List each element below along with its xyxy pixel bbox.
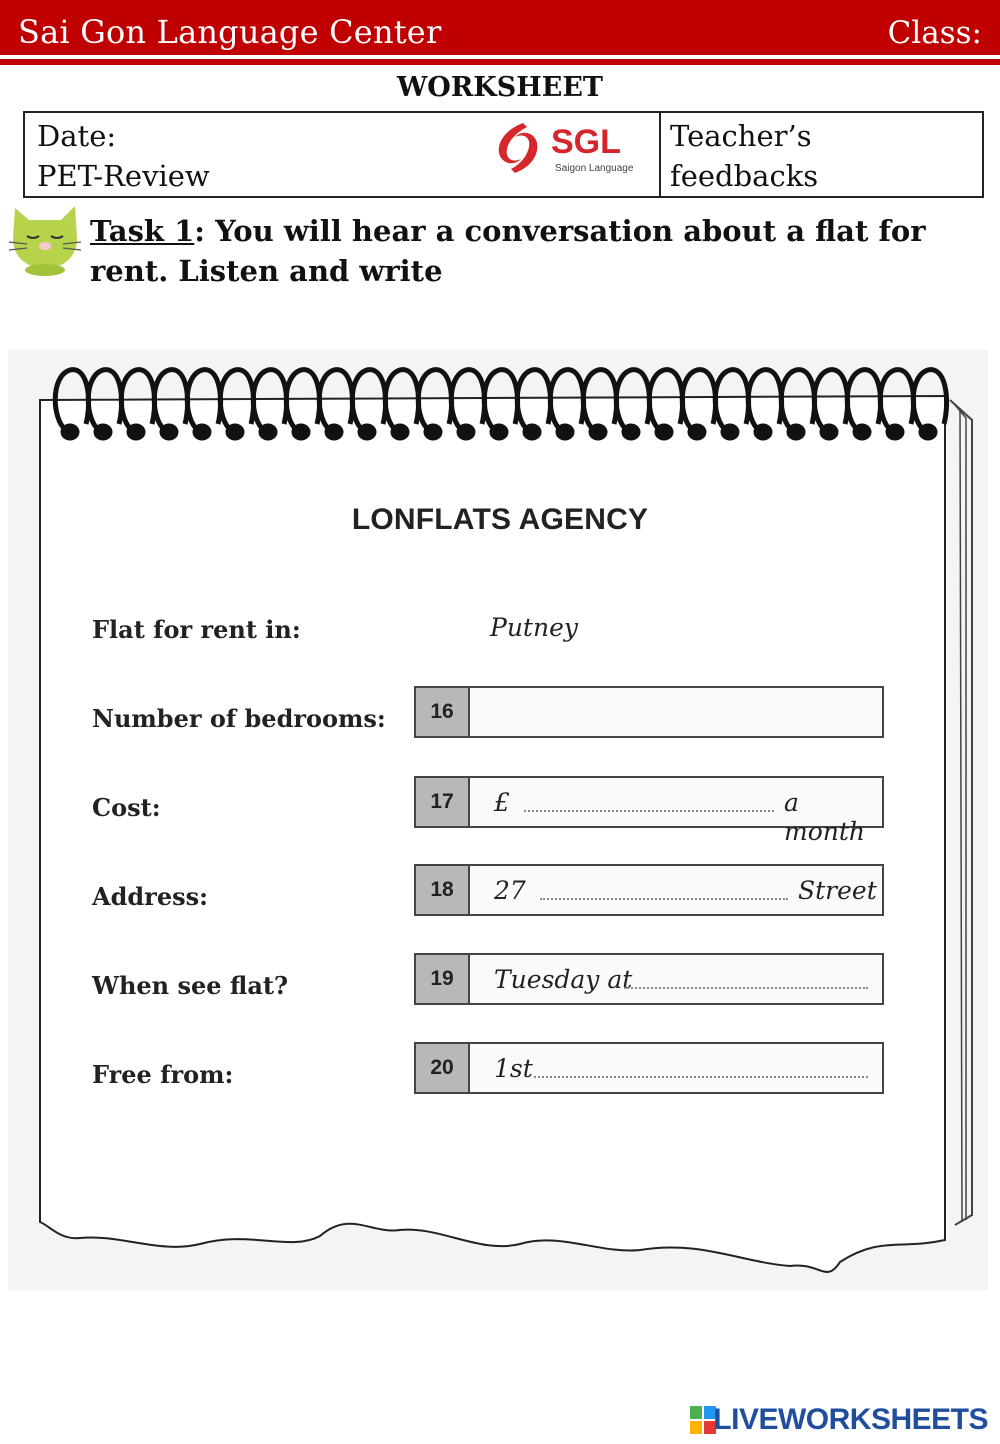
liveworksheets-icon	[690, 1406, 716, 1434]
answer-line	[540, 898, 788, 900]
liveworksheets-logo: LIVEWORKSHEETS	[713, 1403, 988, 1436]
answer-box-17[interactable]	[414, 776, 884, 846]
svg-text:Saigon Language: Saigon Language	[555, 163, 634, 174]
answer-box-19[interactable]	[414, 953, 884, 1005]
address-label: Address:	[92, 882, 208, 911]
feedback-label-line2: feedbacks	[670, 159, 819, 193]
question-number: 17	[416, 778, 470, 826]
cost-label: Cost:	[92, 793, 161, 822]
cost-suffix: a month	[784, 788, 866, 846]
answer-box-16[interactable]	[414, 686, 884, 738]
viewing-label: When see flat?	[92, 971, 289, 1000]
answer-line	[534, 1076, 868, 1078]
date-label: Date:	[37, 119, 117, 153]
viewing-prefix: Tuesday at	[494, 965, 633, 994]
question-number: 20	[416, 1044, 470, 1092]
answer-line	[524, 810, 774, 812]
address-prefix: 27	[494, 876, 526, 905]
question-number: 18	[416, 866, 470, 914]
task-label: Task 1	[90, 214, 195, 248]
question-number: 16	[416, 688, 470, 736]
review-label: PET-Review	[37, 159, 210, 193]
address-suffix: Street	[798, 876, 877, 905]
bedrooms-label: Number of bedrooms:	[92, 704, 386, 733]
free-from-prefix: 1st	[494, 1054, 533, 1083]
class-label: Class:	[887, 15, 982, 51]
svg-text:SGL: SGL	[551, 123, 621, 161]
center-name: Sai Gon Language Center	[18, 13, 442, 51]
answer-box-20[interactable]	[414, 1042, 884, 1094]
worksheet-title: WORKSHEET	[396, 72, 603, 103]
agency-title: LONFLATS AGENCY	[351, 503, 649, 536]
question-number: 19	[416, 955, 470, 1003]
task-text: : You will hear a conversation about a flat for rent. Listen and write	[90, 214, 926, 288]
flat-location-label: Flat for rent in:	[92, 615, 301, 644]
flat-location-value: Putney	[490, 613, 578, 642]
answer-box-18[interactable]	[414, 864, 884, 916]
free-from-label: Free from:	[92, 1060, 234, 1089]
answer-line	[624, 987, 868, 989]
cost-prefix: £	[494, 788, 510, 817]
feedback-label-line1: Teacher’s	[670, 119, 812, 153]
